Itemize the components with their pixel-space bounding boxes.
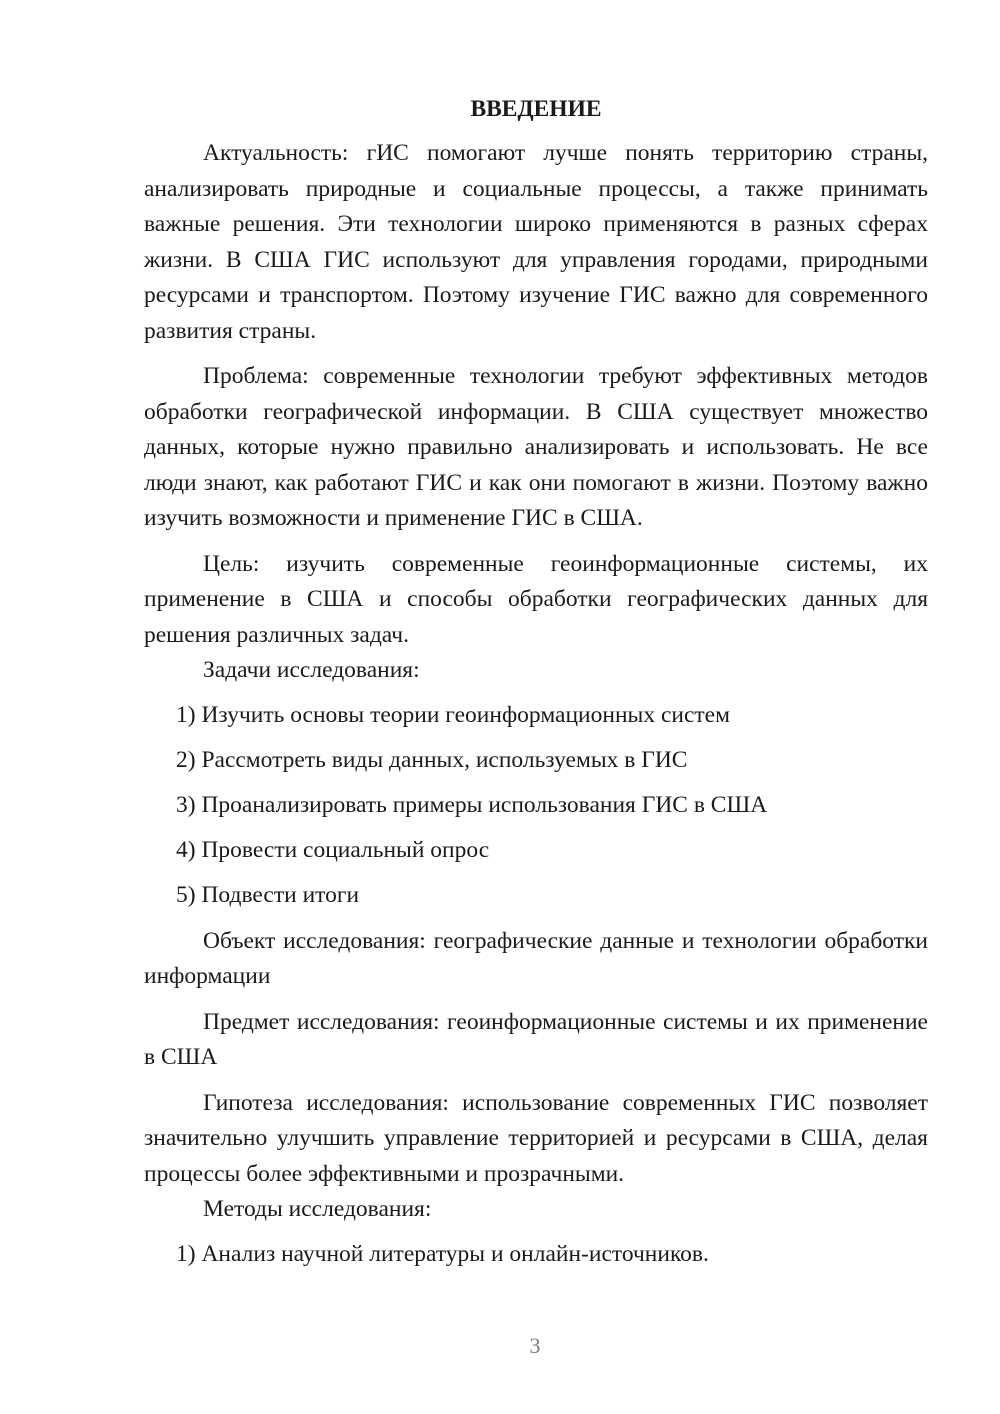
task-item: 3) Проанализировать примеры использования ГИС в США [176,792,768,818]
method-item: 1) Анализ научной литературы и онлайн-источников. [176,1241,709,1267]
subject-paragraph: Предмет исследования: геоинформационные системы и их применение в США [144,1008,928,1070]
section-title: ВВЕДЕНИЕ [470,96,602,122]
task-item: 5) Подвести итоги [176,882,360,908]
task-item: 1) Изучить основы теории геоинформационных систем [176,702,730,728]
task-item: 2) Рассмотреть виды данных, используемых в ГИС [176,747,688,773]
methods-heading: Методы исследования: [203,1196,432,1222]
hypothesis-paragraph: Гипотеза исследования: использование современных ГИС позволяет значительно улучшить управление территорией и ресурсами в США, делая процессы более эффективными и прозрачными. [144,1089,928,1187]
page-content [144,92,928,1273]
relevance-paragraph: Актуальность: гИС помогают лучше понять территорию страны, анализировать природные и социальные процессы, а также принимать важные решения. Эти технологии широко применяются в разных сферах жизни. В США ГИС используют для управления городами, природными ресурсами и транспортом. Поэтому изучение ГИС важно для современного развития страны. [144,140,928,344]
tasks-heading: Задачи исследования: [203,657,420,683]
problem-paragraph: Проблема: современные технологии требуют эффективных методов обработки географической информации. В США существует множество данных, которые нужно правильно анализировать и использовать. Не все люди знают, как работают ГИС и как они помогают в жизни. Поэтому важно изучить возможности и применение ГИС в США. [144,363,928,531]
page-number: 3 [529,1333,541,1358]
task-item: 4) Провести социальный опрос [176,837,490,863]
object-paragraph: Объект исследования: географические данные и технологии обработки информации [144,927,928,989]
goal-paragraph: Цель: изучить современные геоинформационные системы, их применение в США и способы обработки географических данных для решения различных задач. [144,550,928,648]
